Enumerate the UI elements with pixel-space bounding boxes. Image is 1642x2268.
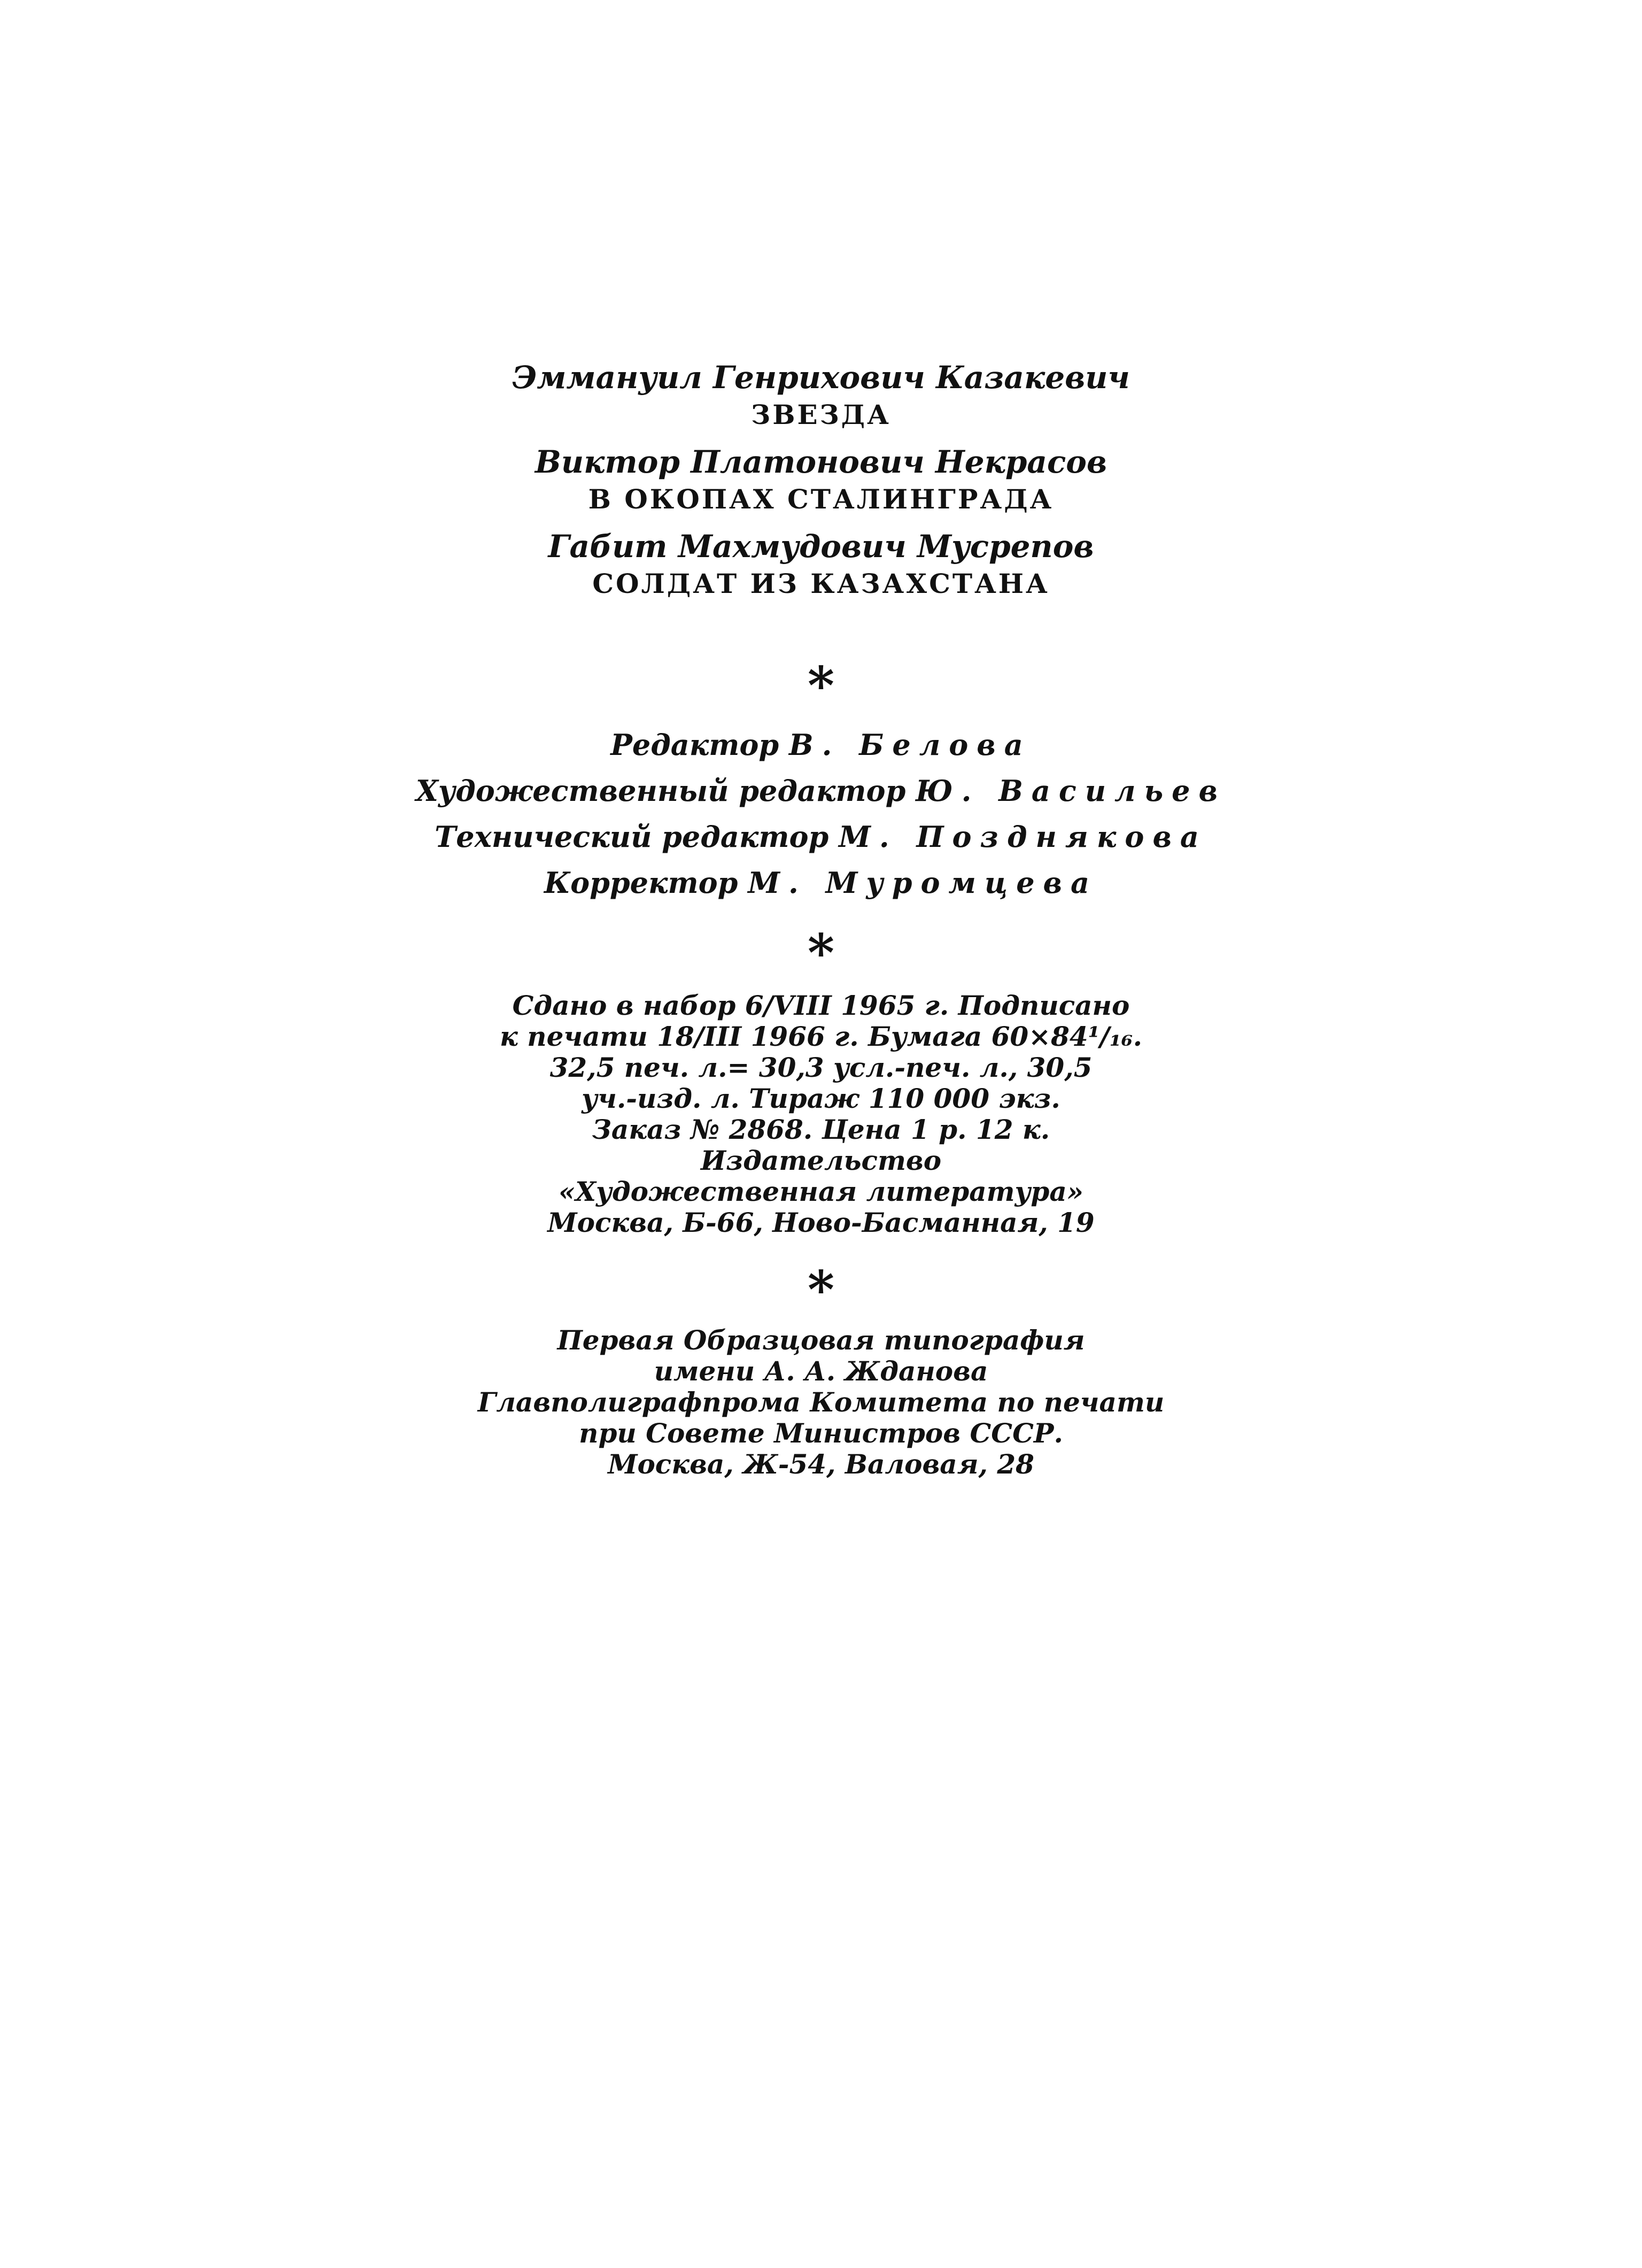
imprint-line-1: Сдано в набор 6/VIII 1965 г. Подписано xyxy=(512,990,1130,1021)
separator-asterisk-2: * xyxy=(807,923,835,983)
author-2: Виктор Платонович Некрасов xyxy=(535,444,1107,480)
printer-line-3: Главполиграфпрома Комитета по печати xyxy=(477,1386,1165,1418)
printer-line-1: Первая Образцовая типография xyxy=(557,1324,1085,1356)
printer-line-4: при Совете Министров СССР. xyxy=(579,1417,1063,1449)
credit-role: Редактор xyxy=(610,728,779,762)
imprint-line-2: к печати 18/III 1966 г. Бумага 60×84¹/₁₆. xyxy=(499,1021,1143,1052)
credit-role: Технический редактор xyxy=(435,820,829,854)
credits-section xyxy=(0,722,1642,906)
imprint-line-4: уч.-изд. л. Тираж 110 000 экз. xyxy=(582,1083,1060,1114)
imprint-line-3: 32,5 печ. л.= 30,3 усл.-печ. л., 30,5 xyxy=(549,1052,1093,1083)
publisher-label: Издательство xyxy=(700,1145,942,1176)
credit-role: Корректор xyxy=(544,866,738,900)
credit-name: В. Белова xyxy=(789,728,1032,762)
imprint-line-5: Заказ № 2868. Цена 1 р. 12 к. xyxy=(592,1114,1050,1145)
separator-asterisk-1: * xyxy=(807,655,835,716)
author-1: Эммануил Генрихович Казакевич xyxy=(512,359,1130,396)
title-2: В ОКОПАХ СТАЛИНГРАДА xyxy=(588,483,1054,515)
publisher-name: «Художественная литература» xyxy=(558,1176,1084,1207)
publisher-address: Москва, Б-66, Ново-Басманная, 19 xyxy=(547,1207,1095,1238)
printer-section xyxy=(0,1325,1642,1480)
credit-proofreader xyxy=(0,860,1642,906)
separator-asterisk-3: * xyxy=(807,1260,835,1320)
credit-name: М. Муромцева xyxy=(748,866,1098,900)
title-1: ЗВЕЗДА xyxy=(751,399,891,430)
title-3: СОЛДАТ ИЗ КАЗАХСТАНА xyxy=(592,568,1050,599)
imprint-section xyxy=(0,990,1642,1238)
credit-editor xyxy=(0,722,1642,768)
credit-name: М. Позднякова xyxy=(839,820,1207,854)
credit-art-editor xyxy=(0,768,1642,814)
credit-role: Художественный редактор xyxy=(416,774,906,808)
works-section xyxy=(0,357,1642,601)
credit-technical-editor xyxy=(0,814,1642,860)
credit-name: Ю. Васильев xyxy=(916,774,1226,808)
author-3: Габит Махмудович Мусрепов xyxy=(548,528,1094,565)
printer-line-2: имени А. А. Жданова xyxy=(654,1355,988,1387)
printer-line-5: Москва, Ж-54, Валовая, 28 xyxy=(608,1448,1034,1480)
